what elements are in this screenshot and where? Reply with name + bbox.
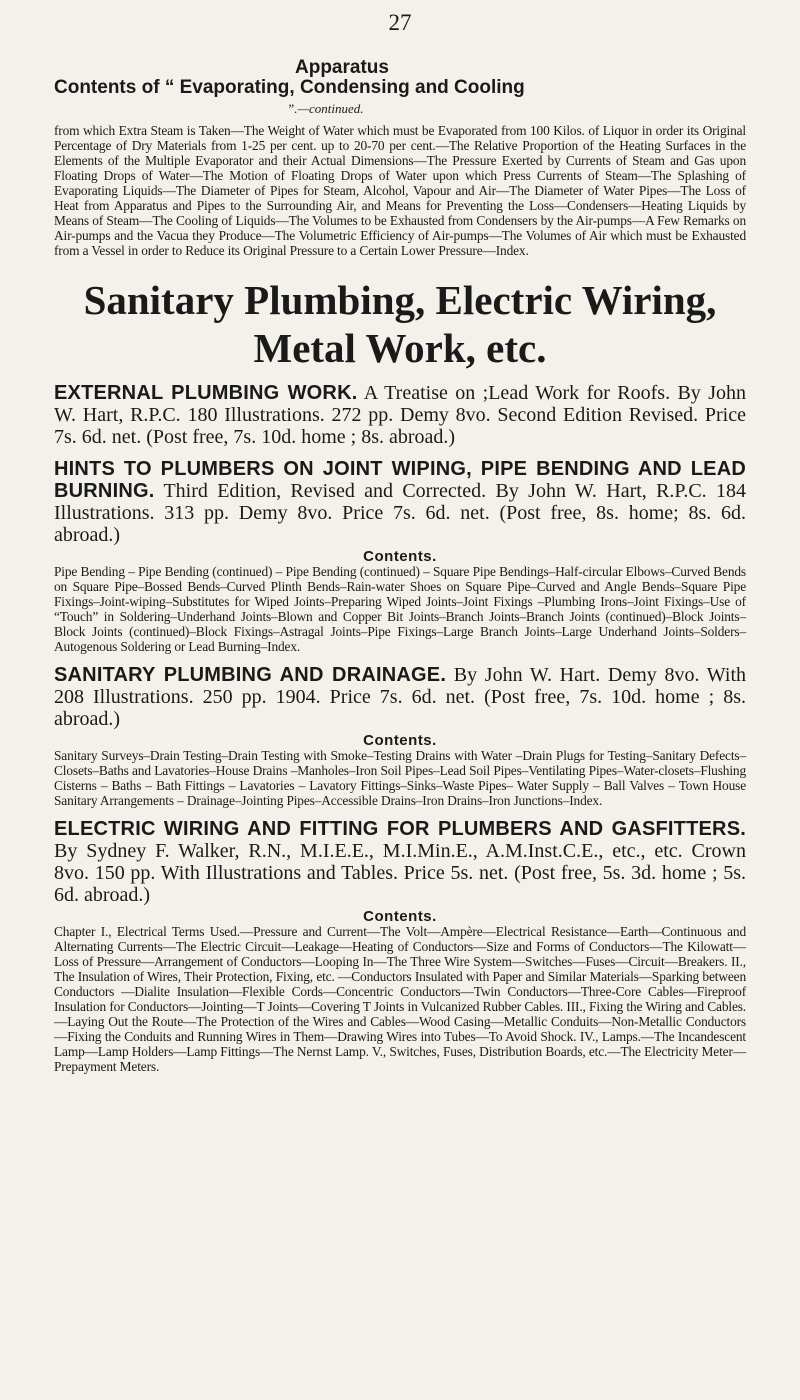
evaporating-heading-text: Contents of “ Evaporating, Condensing and Cooling	[54, 77, 525, 98]
contents-label: Contents.	[363, 732, 437, 749]
book-title: SANITARY PLUMBING AND DRAINAGE.	[54, 664, 447, 686]
book-details: By Sydney F. Walker, R.N., M.I.E.E., M.I.Min.E., A.M.Inst.C.E., etc., etc. Crown 8vo. 150 pp. With Illustrations and Tables. Price 5s. net. (Post free, 5s. 3d. home ; 5s. 6d. abroad.)	[54, 840, 746, 906]
continued-note: ”.—continued.	[287, 101, 364, 116]
book-title: ELECTRIC WIRING AND FITTING FOR PLUMBERS AND GASFITTERS.	[54, 818, 746, 840]
contents-label: Contents.	[363, 548, 437, 565]
book-contents: Pipe Bending – Pipe Bending (continued) – Pipe Bending (continued) – Square Pipe Bendings–Half-circular Elbows–Curved Bends on Square Pipe–Bossed Bends–Curved Plinth Bends–Rain-water Shoes on Square Pipe–Curved and Angle Bends–Square Pipe Fixings–Joint-wiping–Substitutes for Wiped Joints–Preparing Wiped Joints–Joint Fixings –Plumbing Irons–Joint Fixings–Use of “Touch” in Soldering–Underhand Joints–Blown and Copper Bit Joints–Branch Joints–Branch Joints (continued)–Block Joints–Block Joints (continued)–Block Fixings–Astragal Joints–Pipe Fixings–Large Branch Joints–Large Underhand Joints–Solders–Autogenous Soldering or Lead Burning–Index.	[54, 564, 746, 654]
evaporating-contents-heading	[54, 57, 746, 119]
book-entry-sanitary-plumbing	[54, 664, 746, 730]
book-contents: Sanitary Surveys–Drain Testing–Drain Testing with Smoke–Testing Drains with Water –Drain Plugs for Testing–Sanitary Defects–Closets–Baths and Lavatories–House Drains –Manholes–Iron Soil Pipes–Lead Soil Pipes–Ventilating Pipes–Water-closets–Flushing Cisterns – Baths – Bath Fittings – Lavatories – Lavatory Fittings–Sinks–Waste Pipes– Water Supply – Ball Valves – Town House Sanitary Arrangements – Drainage–Jointing Pipes–Accessible Drains–Iron Drains–Iron Junctions–Index.	[54, 748, 746, 808]
evaporating-contents-body: from which Extra Steam is Taken—The Weight of Water which must be Evaporated from 100 Kilos. of Liquor in order its Original Percentage of Dry Materials from 1-25 per cent. up to 20-70 per cent.—The Relative Proportion of the Heating Surfaces in the Elements of the Multiple Evaporator and their Actual Dimensions—The Pressure Exerted by Currents of Steam and Gas upon Floating Drops of Water—The Motion of Floating Drops of Water upon which Press Currents of Steam—The Splashing of Evaporating Liquids—The Diameter of Pipes for Steam, Alcohol, Vapour and Air—The Diameter of Water Pipes—The Loss of Heat from Apparatus and Pipes to the Surrounding Air, and Means for Preventing the Loss—Condensers—Heating Liquids by Means of Steam—The Cooling of Liquids—The Volumes to be Exhausted from Condensers by the Air-pumps—A Few Remarks on Air-pumps and the Vacua they Produce—The Volumetric Efficiency of Air-pumps—The Volumes of Air which must be Exhausted from a Vessel in order to Reduce its Original Pressure to a Certain Lower Pressure—Index.	[54, 123, 746, 258]
book-details: By John W. Hart. Demy 8vo. With 208 Illustrations. 250 pp. 1904. Price 7s. 6d. net. (Post free, 7s. 10d. home ; 8s. abroad.)	[54, 664, 747, 730]
book-details: Third Edition, Revised and Corrected. By John W. Hart, R.P.C. 184 Illustrations. 313 pp. Demy 8vo. Price 7s. 6d. net. (Post free, 8s. home; 8s. 6d. abroad.)	[54, 480, 746, 546]
book-details: A Treatise on ;Lead Work for Roofs. By John W. Hart, R.P.C. 180 Illustrations. 272 pp. Demy 8vo. Second Edition Revised. Price 7s. 6d. net. (Post free, 7s. 10d. home ; 8s. abroad.)	[54, 382, 746, 448]
section-title: Sanitary Plumbing, Electric Wiring, Metal Work, etc.	[83, 277, 717, 371]
contents-label: Contents.	[363, 908, 437, 925]
book-entry-hints-to-plumbers	[54, 458, 746, 546]
book-title: EXTERNAL PLUMBING WORK.	[54, 382, 358, 404]
page-number: 27	[388, 10, 412, 35]
book-entry-electric-wiring	[54, 818, 746, 906]
book-contents: Chapter I., Electrical Terms Used.—Pressure and Current—The Volt—Ampère—Electrical Resistance—Earth—Continuous and Alternating Currents—The Electric Circuit—Leakage—Heating of Conductors—Size and Forms of Conductors—The Kilowatt—Loss of Pressure—Arrangement of Conductors—Looping In—The Three Wire System—Switches—Fuses—Circuit—Breakers. II., The Insulation of Wires, Their Protection, Fixing, etc. —Conductors Insulated with Paper and Similar Materials—Sparking between Conductors —Dialite Insulation—Flexible Cords—Concentric Conductors—Twin Conductors—Three-Core Cables—Fireproof Insulation for Conductors—Jointing—T Joints—Covering T Joints in Vulcanized Rubber Cables. III., Fixing the Wiring and Cables.—Laying Out the Route—The Protection of the Wires and Cables—Wood Casing—Metallic Conduits—Non-Metallic Conductors—Fixing the Conduits and Running Wires in Them—Drawing Wires into Tubes—To Avoid Shock. IV., Lamps.—The Incandescent Lamp—Lamp Holders—Lamp Fittings—The Nernst Lamp. V., Switches, Fuses, Distribution Boards, etc.—The Electricity Meter—Prepayment Meters.	[54, 924, 746, 1074]
apparatus-word: Apparatus	[295, 57, 389, 78]
book-title: HINTS TO PLUMBERS ON JOINT WIPING, PIPE BENDING AND LEAD BURNING.	[54, 458, 746, 502]
book-entry-external-plumbing	[54, 382, 746, 448]
